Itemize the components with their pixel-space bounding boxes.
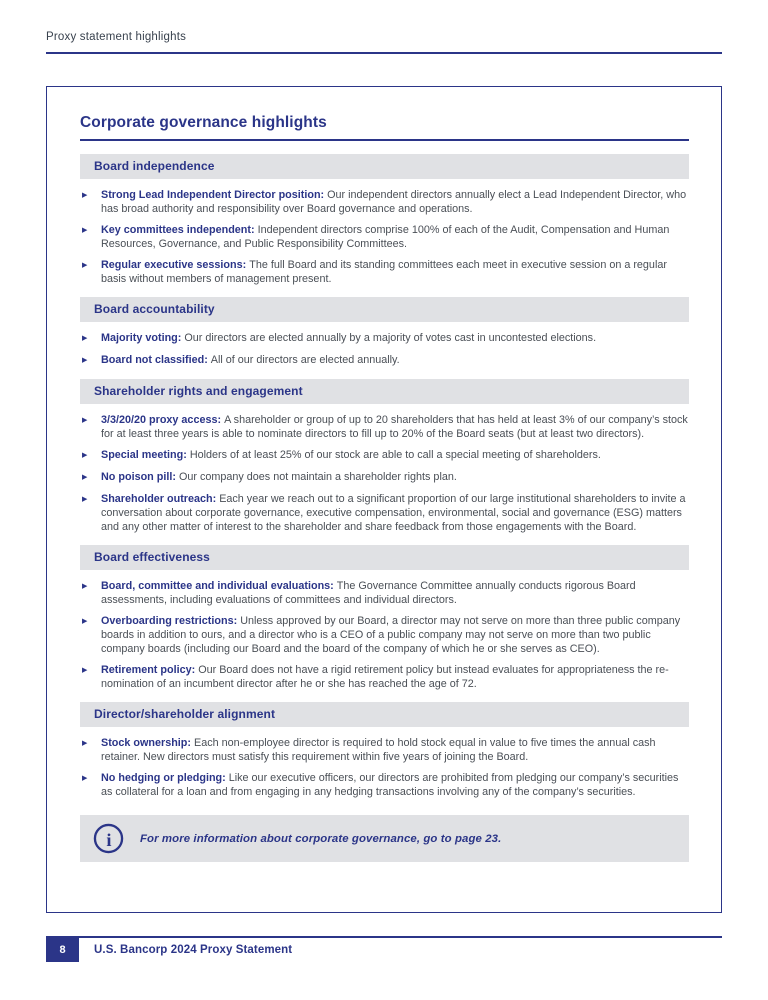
- page-number-badge: 8: [46, 938, 79, 962]
- bullet-item: [80, 470, 689, 485]
- arrow-bullet-icon: ▶: [82, 496, 88, 503]
- bullet-item-lead: Majority voting:: [101, 332, 182, 344]
- bullet-item: [80, 579, 689, 607]
- bullet-item-text: [101, 771, 689, 799]
- info-icon: [93, 823, 124, 854]
- bullet-item-lead: Overboarding restrictions:: [101, 615, 238, 627]
- arrow-bullet-icon: ▶: [82, 452, 88, 459]
- bullet-item-text: [101, 492, 689, 534]
- bullet-item-body: Our directors are elected annually by a majority of votes cast in uncontested elections.: [184, 332, 597, 344]
- bullet-item-text: [101, 736, 689, 764]
- arrow-bullet-icon: ▶: [82, 192, 88, 199]
- bullet-item: [80, 736, 689, 764]
- bullet-item: [80, 258, 689, 286]
- arrow-bullet-icon: ▶: [82, 618, 88, 625]
- bullet-item-text: [101, 663, 689, 691]
- bullet-item: [80, 663, 689, 691]
- bullet-item-body: The Governance Committee annually conducts rigorous Board assessments, including evaluations of committees and individual directors.: [101, 580, 636, 606]
- page-footer: [46, 936, 722, 962]
- arrow-bullet-icon: ▶: [82, 335, 88, 342]
- bullet-item-body: Each year we reach out to a significant proportion of our large institutional shareholders to invite a conversation about corporate governance, executive compensation, environmental, social and governance (ESG) matters and any other matter of interest to the shareholder and share feedback from those engagements with the Board.: [101, 493, 686, 533]
- bullet-item-lead: 3/3/20/20 proxy access:: [101, 414, 222, 426]
- section-heading: Director/shareholder alignment: [80, 702, 689, 727]
- bullet-item-text: [101, 331, 689, 346]
- governance-highlights-card: [46, 86, 722, 913]
- bullet-item-text: [101, 579, 689, 607]
- bullet-item-text: [101, 223, 689, 251]
- bullet-item: [80, 223, 689, 251]
- bullet-item-body: A shareholder or group of up to 20 shareholders that has held at least 3% of our company’s stock for at least three years is able to nominate directors to fill up to 20% of the Board seats (but at least two directors).: [101, 414, 688, 440]
- section-heading: Board accountability: [80, 297, 689, 322]
- bullet-item-body: Independent directors comprise 100% of each of the Audit, Compensation and Human Resources, Governance, and Public Responsibility Committees.: [101, 224, 670, 250]
- page-header-title: Proxy statement highlights: [46, 31, 187, 43]
- bullet-item-body: Each non-employee director is required to hold stock equal in value to five times the annual cash retainer. New directors must satisfy this requirement within five years of joining the Board.: [101, 737, 656, 763]
- bullet-item-lead: Retirement policy:: [101, 664, 196, 676]
- bullet-item-body: Like our executive officers, our directors are prohibited from pledging our company’s securities as collateral for a loan and from engaging in any hedging transactions involving any of the company’s securities.: [101, 772, 679, 798]
- section-heading: Board effectiveness: [80, 545, 689, 570]
- arrow-bullet-icon: ▶: [82, 667, 88, 674]
- section-heading: Board independence: [80, 154, 689, 179]
- arrow-bullet-icon: ▶: [82, 357, 88, 364]
- bullet-item-lead: Regular executive sessions:: [101, 259, 247, 271]
- bullet-item: [80, 413, 689, 441]
- bullet-item-lead: Key committees independent:: [101, 224, 255, 236]
- bullet-item: [80, 448, 689, 463]
- section-board-accountability: [80, 297, 689, 368]
- bullet-item-body: The full Board and its standing committees each meet in executive session on a regular basis without members of management present.: [101, 259, 667, 285]
- arrow-bullet-icon: ▶: [82, 417, 88, 424]
- bullet-item: [80, 353, 689, 368]
- bullet-item: [80, 771, 689, 799]
- bullet-item-lead: Strong Lead Independent Director position:: [101, 189, 325, 201]
- page-header: [46, 31, 722, 54]
- bullet-item-lead: Shareholder outreach:: [101, 493, 217, 505]
- bullet-item: [80, 492, 689, 534]
- bullet-item-lead: No poison pill:: [101, 471, 176, 483]
- bullet-item-text: [101, 448, 689, 463]
- info-note: [80, 815, 689, 862]
- info-note-text: For more information about corporate governance, go to page 23.: [140, 832, 502, 845]
- bullet-item: [80, 188, 689, 216]
- bullet-item-lead: Board not classified:: [101, 354, 208, 366]
- bullet-item-text: [101, 188, 689, 216]
- bullet-item-lead: Board, committee and individual evaluations:: [101, 580, 334, 592]
- header-divider: [46, 52, 722, 54]
- bullet-item-lead: Special meeting:: [101, 449, 187, 461]
- bullet-item-body: Our independent directors annually elect a Lead Independent Director, who has broad authority and responsibility over Board governance and operations.: [101, 189, 687, 215]
- bullet-item-text: [101, 614, 689, 656]
- card-title: Corporate governance highlights: [80, 114, 689, 141]
- bullet-item: [80, 331, 689, 346]
- bullet-item-text: [101, 258, 689, 286]
- bullet-item-body: Unless approved by our Board, a director may not serve on more than three public company boards in addition to ours, and a director who is a CEO of a public company may not serve on more than two public company boards (including our Board and the board of the company of which he or she serves as CEO).: [101, 615, 681, 655]
- bullet-item-body: Our Board does not have a rigid retirement policy but instead evaluates for appropriateness the re-nomination of an incumbent director after he or she has reached the age of 72.: [101, 664, 669, 690]
- arrow-bullet-icon: ▶: [82, 227, 88, 234]
- arrow-bullet-icon: ▶: [82, 262, 88, 269]
- section-director-shareholder-alignment: [80, 702, 689, 799]
- sections-container: [80, 154, 689, 799]
- bullet-item: [80, 614, 689, 656]
- bullet-item-body: All of our directors are elected annually.: [210, 354, 400, 366]
- section-board-effectiveness: [80, 545, 689, 691]
- bullet-item-lead: No hedging or pledging:: [101, 772, 226, 784]
- bullet-item-text: [101, 353, 689, 368]
- bullet-item-body: Our company does not maintain a shareholder rights plan.: [178, 471, 457, 483]
- footer-text: U.S. Bancorp 2024 Proxy Statement: [94, 944, 293, 956]
- section-heading: Shareholder rights and engagement: [80, 379, 689, 404]
- bullet-item-text: [101, 413, 689, 441]
- bullet-item-text: [101, 470, 689, 485]
- section-shareholder-rights-and-engagement: [80, 379, 689, 534]
- bullet-item-lead: Stock ownership:: [101, 737, 191, 749]
- arrow-bullet-icon: ▶: [82, 474, 88, 481]
- arrow-bullet-icon: ▶: [82, 583, 88, 590]
- arrow-bullet-icon: ▶: [82, 775, 88, 782]
- section-board-independence: [80, 154, 689, 286]
- arrow-bullet-icon: ▶: [82, 740, 88, 747]
- bullet-item-body: Holders of at least 25% of our stock are able to call a special meeting of shareholders.: [189, 449, 601, 461]
- svg-text:i: i: [106, 829, 112, 850]
